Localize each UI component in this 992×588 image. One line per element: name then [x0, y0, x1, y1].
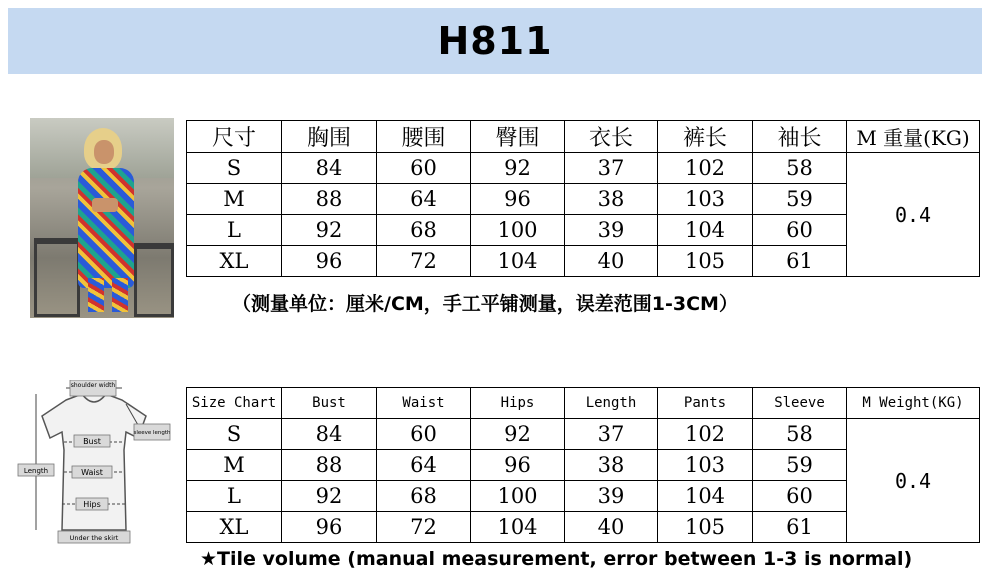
measurement-note-cn: （测量单位：厘米/CM，手工平铺测量，误差范围1-3CM） [232, 293, 738, 315]
header-cell: Bust [282, 388, 377, 419]
table-cell: 72 [377, 246, 471, 277]
table-cell: 96 [282, 512, 377, 543]
table-cell: S [187, 153, 282, 184]
table-cell: 104 [471, 246, 565, 277]
table-cell: 68 [377, 215, 471, 246]
table-cell: 96 [471, 450, 565, 481]
header-row [187, 388, 980, 419]
table-cell: 39 [565, 481, 658, 512]
table-cell: M [187, 184, 282, 215]
table-cell: 84 [282, 419, 377, 450]
header-row [187, 121, 980, 153]
table-row [187, 153, 980, 184]
table-cell: 100 [471, 215, 565, 246]
table-cell: 92 [471, 153, 565, 184]
header-cell: Sleeve [753, 388, 847, 419]
hips-label: Hips [83, 500, 101, 509]
table-cell: 37 [565, 153, 658, 184]
table-cell: 64 [377, 184, 471, 215]
table-cell: XL [187, 246, 282, 277]
table-cell: 103 [658, 184, 753, 215]
table-cell: 102 [658, 419, 753, 450]
header-cell: Hips [471, 388, 565, 419]
table-cell: XL [187, 512, 282, 543]
header-cell: M Weight(KG) [847, 388, 980, 419]
table-cell: 104 [471, 512, 565, 543]
header-cell: Pants [658, 388, 753, 419]
weight-cell: 0.4 [847, 419, 980, 543]
table-cell: 92 [282, 215, 377, 246]
table-cell: 96 [471, 184, 565, 215]
size-table-cn [186, 120, 980, 277]
garment-diagram [14, 380, 174, 548]
table-cell: 102 [658, 153, 753, 184]
table-cell: 40 [565, 246, 658, 277]
table-cell: 92 [282, 481, 377, 512]
title-banner [8, 8, 982, 74]
table-cell: 59 [753, 450, 847, 481]
table-cell: 68 [377, 481, 471, 512]
table-cell: 105 [658, 512, 753, 543]
header-cell: M 重量(KG) [847, 121, 980, 153]
table-cell: 37 [565, 419, 658, 450]
header-cell: Length [565, 388, 658, 419]
table-cell: 38 [565, 450, 658, 481]
header-cell: 袖长 [753, 121, 847, 153]
size-table-en [186, 387, 980, 543]
table-cell: M [187, 450, 282, 481]
header-cell: 臀围 [471, 121, 565, 153]
table-cell: 88 [282, 184, 377, 215]
table-cell: 60 [377, 153, 471, 184]
header-cell: 腰围 [377, 121, 471, 153]
hem-label: Under the skirt [69, 534, 119, 542]
product-photo [30, 118, 174, 318]
page-title: H811 [437, 19, 553, 63]
table-cell: 103 [658, 450, 753, 481]
table-cell: 104 [658, 215, 753, 246]
table-cell: 38 [565, 184, 658, 215]
header-cell: 尺寸 [187, 121, 282, 153]
table-cell: 59 [753, 184, 847, 215]
table-cell: 72 [377, 512, 471, 543]
table-cell: 92 [471, 419, 565, 450]
weight-cell: 0.4 [847, 153, 980, 277]
table-cell: 88 [282, 450, 377, 481]
waist-label: Waist [81, 468, 103, 477]
table-row [187, 419, 980, 450]
header-cell: Size Chart [187, 388, 282, 419]
table-cell: 104 [658, 481, 753, 512]
header-cell: 衣长 [565, 121, 658, 153]
table-cell: 96 [282, 246, 377, 277]
table-cell: 60 [753, 481, 847, 512]
table-cell: L [187, 481, 282, 512]
table-cell: 58 [753, 419, 847, 450]
table-cell: 40 [565, 512, 658, 543]
table-cell: 39 [565, 215, 658, 246]
table-cell: 61 [753, 246, 847, 277]
measurement-note-en: ★Tile volume (manual measurement, error between 1-3 is normal) [200, 548, 913, 570]
table-cell: L [187, 215, 282, 246]
shoulder-label: shoulder width [70, 382, 116, 389]
table-cell: 84 [282, 153, 377, 184]
header-cell: 胸围 [282, 121, 377, 153]
bust-label: Bust [83, 437, 101, 446]
table-cell: 64 [377, 450, 471, 481]
table-cell: 60 [753, 215, 847, 246]
table-cell: 58 [753, 153, 847, 184]
table-cell: 105 [658, 246, 753, 277]
length-label: Length [23, 467, 49, 475]
table-cell: 100 [471, 481, 565, 512]
table-cell: S [187, 419, 282, 450]
header-cell: 裤长 [658, 121, 753, 153]
sleeve-label: sleeve length [133, 430, 171, 436]
table-cell: 61 [753, 512, 847, 543]
header-cell: Waist [377, 388, 471, 419]
table-cell: 60 [377, 419, 471, 450]
